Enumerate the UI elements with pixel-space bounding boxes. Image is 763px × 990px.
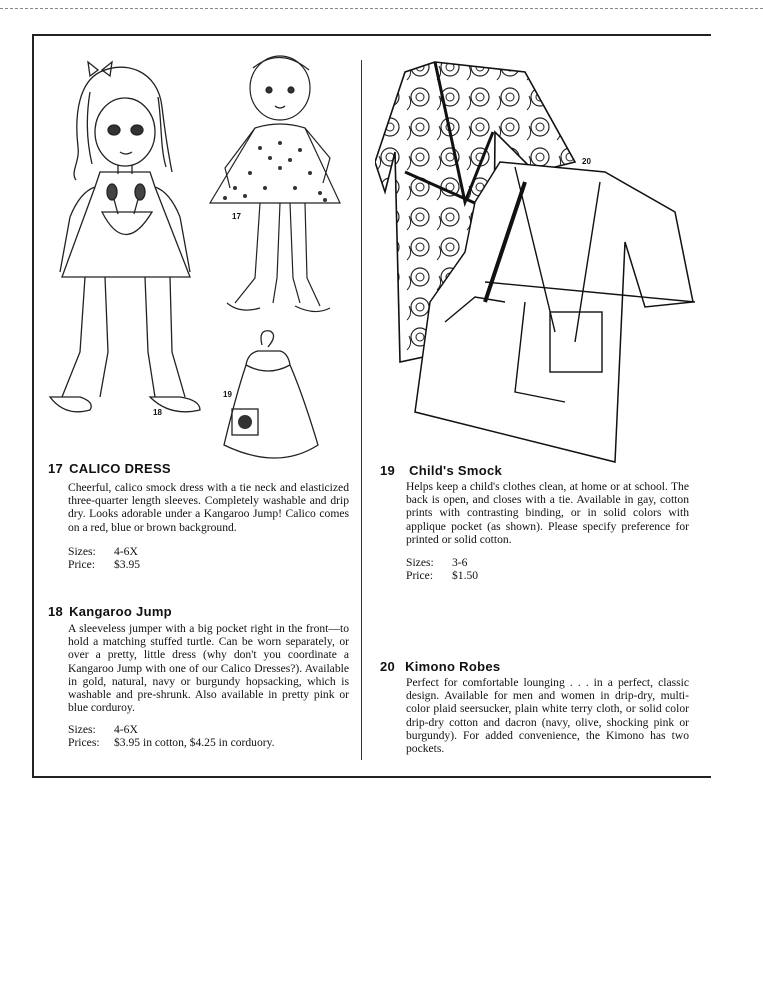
item-18-price-label: Prices:	[68, 736, 100, 749]
item-17-price-label: Price:	[68, 558, 96, 571]
item-17-sizes-label: Sizes:	[68, 545, 96, 558]
item-17-sizes	[68, 545, 138, 558]
item-19-sizes-value: 3-6	[452, 556, 468, 569]
figure-label-18: 18	[153, 408, 162, 417]
item-17-number: 17	[48, 461, 64, 476]
item-18-heading	[48, 604, 172, 619]
item-19-price-label: Price:	[406, 569, 434, 582]
item-18-price-value: $3.95 in cotton, $4.25 in corduory.	[114, 736, 275, 749]
item-18-number: 18	[48, 604, 64, 619]
item-18-sizes	[68, 723, 138, 736]
item-17-description: Cheerful, calico smock dress with a tie neck and elasticized three-quarter length sleeves. Completely washable and drip dry. Looks adorable under a Kangaroo Jump! Calico comes on a red, blue or brown background.	[68, 481, 349, 534]
column-divider	[361, 60, 362, 760]
item-20-number: 20	[380, 659, 396, 674]
item-18-sizes-label: Sizes:	[68, 723, 96, 736]
item-18-sizes-value: 4-6X	[114, 723, 138, 736]
item-18-price	[68, 736, 275, 749]
figure-label-20: 20	[582, 157, 591, 166]
item-19-title: Child's Smock	[409, 463, 503, 478]
item-19-description: Helps keep a child's clothes clean, at home or at school. The back is open, and closes with a tie. Available in gay, cotton prints with contrasting binding, or in solid colors with applique pocket (as shown). Please specify preference for printed or solid cotton.	[406, 480, 689, 546]
childs-smock-illustration	[218, 325, 326, 470]
item-19-sizes-label: Sizes:	[406, 556, 434, 569]
item-19-number: 19	[380, 463, 396, 478]
item-17-price	[68, 558, 140, 571]
item-19-price	[406, 569, 478, 582]
item-20-title: Kimono Robes	[405, 659, 501, 674]
item-19-sizes	[406, 556, 467, 569]
item-20-heading	[380, 659, 500, 674]
page-top-edge	[0, 8, 763, 9]
item-18-title: Kangaroo Jump	[69, 604, 172, 619]
item-19-price-value: $1.50	[452, 569, 479, 582]
item-17-title: CALICO DRESS	[69, 461, 171, 476]
item-20-description: Perfect for comfortable lounging . . . in a perfect, classic design. Available for men and women in drip-dry, multi-color plaid seersucker, plain white terry cloth, or solid color drip-dry cotton and dacron (navy, olive, shocking pink or burgundy). For added convenience, the Kimono has two pockets.	[406, 676, 689, 756]
calico-dress-illustration	[205, 48, 355, 316]
item-17-sizes-value: 4-6X	[114, 545, 138, 558]
item-17-price-value: $3.95	[114, 558, 141, 571]
item-17-heading	[48, 461, 171, 476]
kimono-robes-illustration	[375, 52, 705, 467]
item-19-heading	[380, 463, 502, 478]
item-18-description: A sleeveless jumper with a big pocket right in the front—to hold a matching stuffed turtle. Can be worn separately, or over a pretty, little dress (why don't you coordinate a Kangaroo Jump with one of our Calico Dresses?). Available in gold, natural, navy or burgundy hopsacking, which is washable and pre-shrunk. Also available in pretty pink or blue corduroy.	[68, 622, 349, 715]
kangaroo-jump-illustration	[40, 52, 210, 422]
figure-label-17: 17	[232, 212, 241, 221]
figure-label-19: 19	[223, 390, 232, 399]
